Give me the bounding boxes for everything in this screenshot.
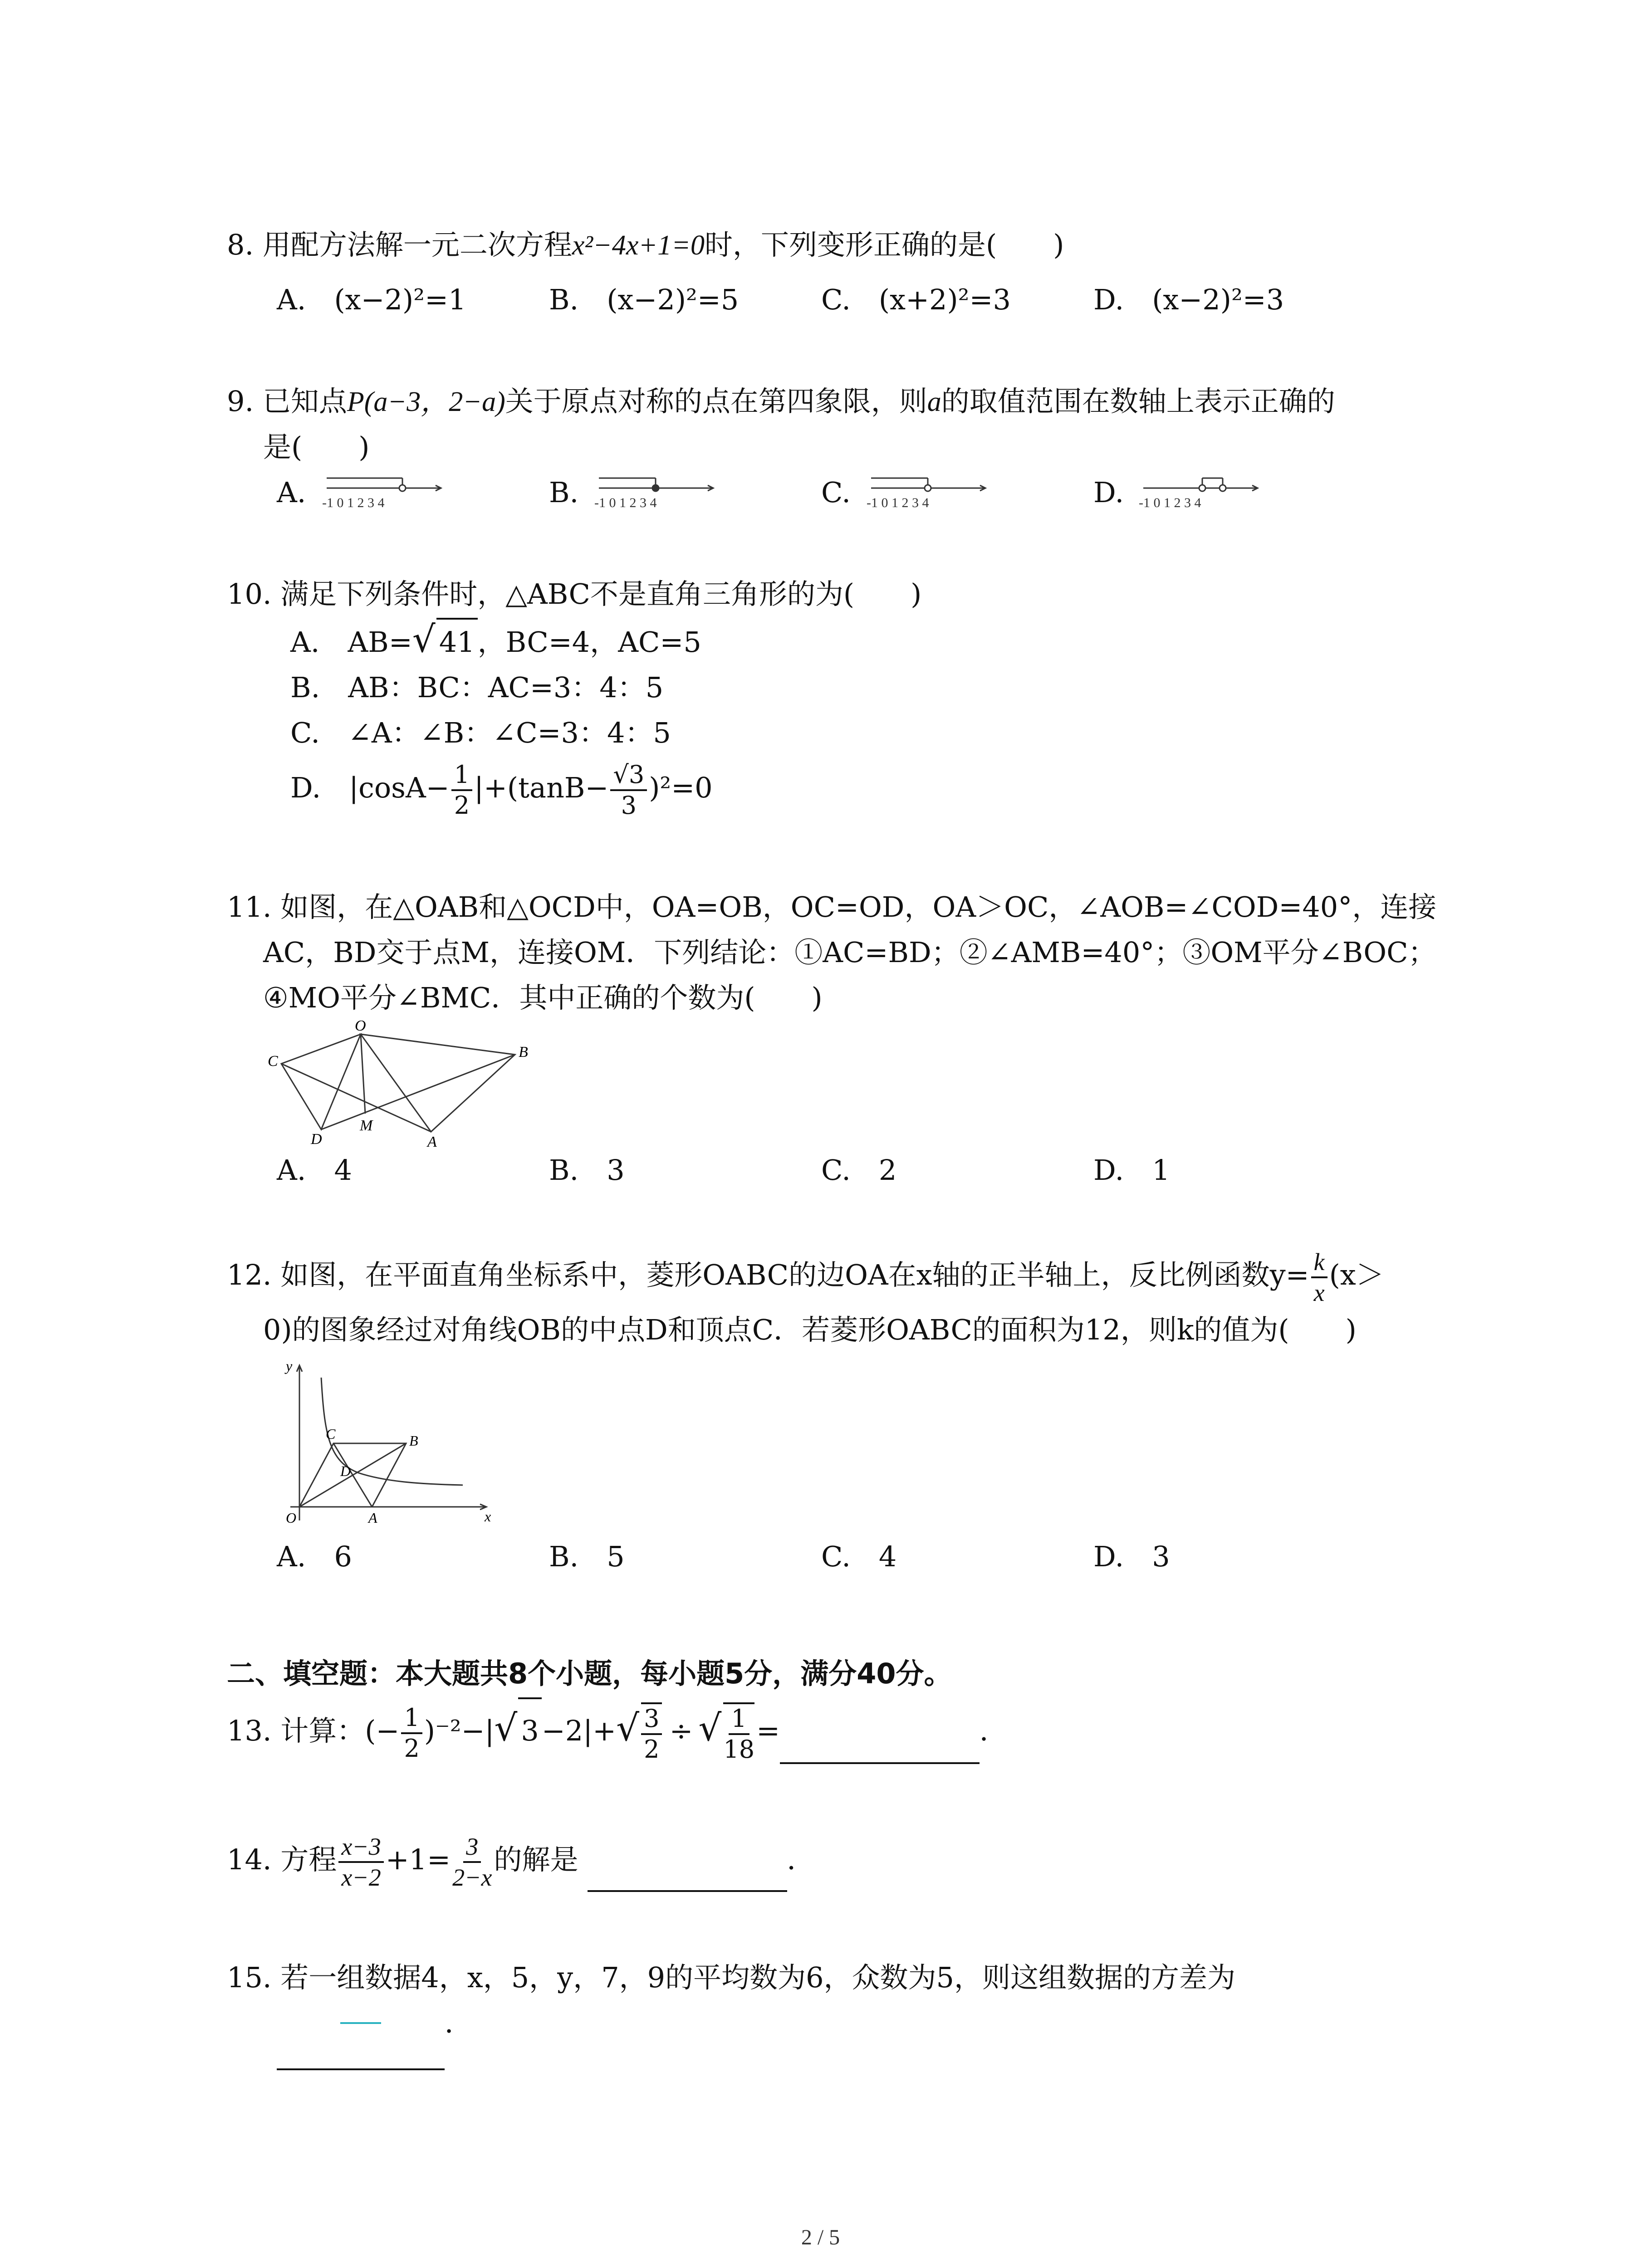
q11-stem-line1: 11. 如图，在△OAB和△OCD中，OA=OB，OC=OD，OA＞OC，∠AOB=∠COD=40°，连接: [227, 890, 1437, 924]
q10-option-a-pre: A. AB=: [290, 626, 412, 659]
q14-stem: [227, 1828, 1461, 1892]
q12-frac: [1311, 1247, 1327, 1307]
q14-answer-blank[interactable]: [588, 1858, 787, 1892]
q9-var: a: [927, 386, 941, 417]
q13-end: ．: [980, 1714, 1008, 1747]
q11-option-b[interactable]: B. 3: [549, 1154, 625, 1187]
q12-label-o: O: [286, 1510, 297, 1526]
sqrt-sign-icon: √: [412, 618, 436, 660]
q15-answer-blank[interactable]: [277, 2068, 445, 2070]
q11-label-m: M: [360, 1117, 373, 1134]
q9-option-d-label: D.: [1093, 476, 1124, 509]
q11-label-d: D: [311, 1131, 322, 1148]
q9-option-d[interactable]: [1093, 470, 1201, 515]
q10-frac-2: [610, 760, 647, 820]
sqrt-sign-icon: √: [698, 1707, 722, 1749]
frac-numerator: 1: [401, 1703, 422, 1734]
q15-accent-mark: [340, 2022, 381, 2024]
q10-option-c[interactable]: C. ∠A：∠B：∠C=3：4：5: [290, 716, 671, 749]
q8-option-c[interactable]: C. (x+2)²=3: [821, 283, 1011, 316]
q11-option-a[interactable]: A. 4: [277, 1154, 352, 1187]
q9-number-line-c: [862, 474, 998, 515]
frac-numerator: 3: [463, 1832, 481, 1863]
q9-stem-tail: 的取值范围在数轴上表示正确的: [941, 385, 1335, 418]
page-number: 2 / 5: [801, 2225, 840, 2249]
q12-option-c[interactable]: C. 4: [821, 1540, 897, 1573]
q9-option-c-label: C.: [821, 476, 851, 509]
q11-option-d[interactable]: D. 1: [1093, 1154, 1170, 1187]
q14-end: ．: [787, 1843, 815, 1876]
q12-option-d[interactable]: D. 3: [1093, 1540, 1170, 1573]
q10-option-d-post: )²=0: [649, 771, 713, 805]
question-11: [227, 885, 1461, 1193]
q14-mid: +1=: [385, 1843, 451, 1876]
q13-pre: 13. 计算：(−: [227, 1714, 400, 1747]
q11-options: [277, 1148, 1461, 1193]
q14-frac-2: [452, 1832, 492, 1892]
q15-stem: 15. 若一组数据4，x，5，y，7，9的平均数为6，众数为5，则这组数据的方差为: [227, 1961, 1235, 1994]
q12-label-b: B: [409, 1432, 418, 1449]
q9-option-c[interactable]: [821, 470, 929, 515]
q10-option-a-post: ，BC=4，AC=5: [477, 626, 701, 659]
question-8: [227, 222, 1461, 323]
q9-option-b[interactable]: [549, 470, 657, 515]
q12-options: [277, 1534, 1461, 1579]
q8-stem-text: 8. 用配方法解一元二次方程: [227, 228, 572, 261]
q12-stem-line2: 0)的图象经过对角线OB的中点D和顶点C．若菱形OABC的面积为12，则k的值为( ): [263, 1313, 1357, 1346]
q12-label-a: A: [368, 1510, 377, 1526]
q9-stem-line1: [227, 379, 1461, 425]
q13-frac-3: [723, 1702, 754, 1764]
q11-option-c[interactable]: C. 2: [821, 1154, 897, 1187]
q13-part-1: )⁻²−|: [424, 1714, 495, 1747]
q13-equals: =: [756, 1714, 780, 1747]
q15-answer-area: [227, 2000, 1461, 2091]
q10-option-d[interactable]: [290, 760, 1461, 820]
q11-stem-line2: AC，BD交于点M，连接OM．下列结论：①AC=BD；②∠AMB=40°；③OM平分∠BOC；: [263, 936, 1436, 969]
frac-denominator: x: [1313, 1279, 1325, 1306]
q8-options: [277, 277, 1461, 323]
q9-stem-line2: 是( ): [263, 430, 370, 464]
q8-stem-tail: 时，下列变形正确的是( ): [705, 228, 1064, 261]
q14-pre: 14. 方程: [227, 1843, 337, 1876]
q8-option-d[interactable]: D. (x−2)²=3: [1093, 283, 1284, 316]
q9-axis-ticks-d: -1 0 1 2 3 4: [1139, 495, 1201, 510]
q15-end: ．: [445, 2006, 473, 2039]
q9-axis-ticks-a: -1 0 1 2 3 4: [322, 495, 385, 510]
q13-frac-1: [401, 1703, 422, 1763]
q14-frac-1: [338, 1832, 383, 1892]
q12-stem-line1: [227, 1247, 1461, 1307]
q9-number-line-a: [318, 474, 454, 515]
q14-post: 的解是: [494, 1843, 578, 1876]
q12-label-x: x: [485, 1508, 491, 1525]
q10-option-d-mid: |+(tanB−: [474, 771, 609, 805]
q9-stem-text: 9. 已知点: [227, 385, 347, 418]
q9-option-b-label: B.: [549, 476, 579, 509]
frac-denominator: 2: [454, 791, 470, 820]
frac-numerator: 1: [451, 760, 472, 791]
q10-option-b[interactable]: B. AB：BC：AC=3：4：5: [290, 671, 664, 704]
q9-options: [277, 470, 1461, 524]
frac-denominator: x−2: [341, 1863, 381, 1891]
question-13: [227, 1696, 1461, 1764]
question-10: [227, 572, 1461, 820]
q9-stem-mid: 关于原点对称的点在第四象限，则: [505, 385, 927, 418]
q9-option-a[interactable]: [277, 470, 385, 515]
q12-option-b[interactable]: B. 5: [549, 1540, 625, 1573]
q11-label-o: O: [355, 1021, 366, 1034]
q13-answer-blank[interactable]: [780, 1730, 980, 1764]
sqrt-sign-icon: √: [494, 1707, 518, 1749]
frac-numerator: 1: [729, 1704, 749, 1735]
frac-denominator: 2−x: [452, 1863, 492, 1891]
q12-figure: [268, 1353, 522, 1534]
q9-number-line-b: [590, 474, 726, 515]
frac-denominator: 3: [621, 791, 637, 820]
frac-denominator: 18: [723, 1735, 755, 1764]
q9-point: P(a−3，2−a): [347, 386, 505, 417]
q9-number-line-d: [1134, 474, 1270, 515]
sqrt-sign-icon: √: [616, 1707, 640, 1749]
question-15: [227, 1955, 1461, 2091]
question-12: [227, 1247, 1461, 1579]
frac-denominator: 2: [404, 1734, 420, 1763]
question-14: [227, 1828, 1461, 1892]
q12-label-y: y: [286, 1358, 293, 1374]
q13-divide: ÷: [669, 1714, 693, 1747]
frac-numerator: k: [1311, 1247, 1327, 1278]
frac-numerator: √3: [610, 760, 647, 791]
question-9: [227, 379, 1461, 524]
q13-frac-2: [641, 1702, 662, 1764]
q10-option-a[interactable]: [290, 617, 1461, 665]
q10-option-d-pre: D. |cosA−: [290, 771, 450, 805]
q8-stem: [227, 222, 1461, 268]
q9-option-a-label: A.: [277, 476, 306, 509]
frac-numerator: x−3: [338, 1832, 383, 1863]
q10-frac-1: [451, 760, 472, 820]
q8-option-b[interactable]: B. (x−2)²=5: [549, 283, 739, 316]
frac-denominator: 2: [644, 1735, 660, 1764]
q12-option-a[interactable]: A. 6: [277, 1540, 352, 1573]
q10-stem: 10. 满足下列条件时，△ABC不是直角三角形的为( ): [227, 577, 922, 611]
q13-part-2: −2|+: [541, 1714, 617, 1747]
section-heading: 二、填空题：本大题共8个小题，每小题5分，满分40分。: [227, 1657, 952, 1690]
q12-stem-tail: (x＞: [1329, 1258, 1384, 1292]
q10-options: [227, 617, 1461, 820]
q10-option-a-radicand: 41: [436, 618, 478, 665]
q8-option-a[interactable]: A. (x−2)²=1: [277, 283, 466, 316]
q12-stem-text: 12. 如图，在平面直角坐标系中，菱形OABC的边OA在x轴的正半轴上，反比例函数y=: [227, 1258, 1309, 1292]
q9-axis-ticks-b: -1 0 1 2 3 4: [594, 495, 657, 510]
q11-stem-line3: ④MO平分∠BMC．其中正确的个数为( ): [263, 981, 823, 1014]
q8-equation: x²−4x+1=0: [572, 230, 705, 261]
frac-numerator: 3: [641, 1704, 662, 1735]
q11-label-a: A: [427, 1134, 437, 1148]
q12-label-c: C: [326, 1426, 336, 1442]
q11-label-b: B: [519, 1044, 528, 1061]
q9-axis-ticks-c: -1 0 1 2 3 4: [867, 495, 929, 510]
q11-label-c: C: [268, 1053, 278, 1070]
q12-label-d: D: [340, 1463, 351, 1479]
q13-stem: [227, 1696, 1461, 1764]
q11-figure: [268, 1021, 549, 1148]
q13-radicand: 3: [518, 1697, 541, 1763]
